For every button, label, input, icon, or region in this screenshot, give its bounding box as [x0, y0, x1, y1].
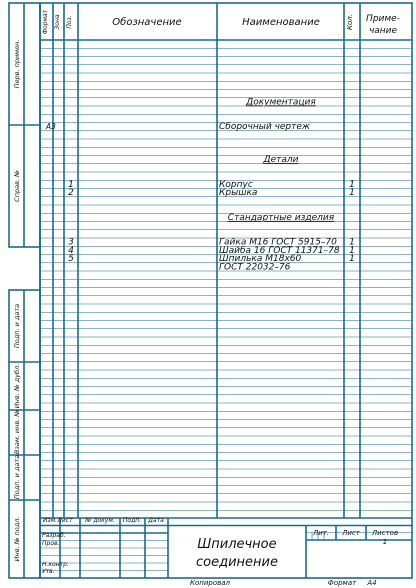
table-row — [245, 97, 316, 107]
stamp-role-nkontr: Н.контр. — [42, 561, 69, 568]
stamp-listov-label: Листов — [371, 529, 399, 537]
row-name: Гайка М16 ГОСТ 5915–70 — [219, 237, 337, 248]
header-pos: Поз. — [66, 15, 73, 29]
header-designation: Обозначение — [112, 17, 182, 28]
row-qty: 1 — [349, 179, 355, 190]
side-label: Инв. № дубл. — [13, 363, 21, 409]
row-name: Шпилька М18х60 — [219, 254, 302, 265]
row-section-heading: Стандартные изделия — [227, 212, 335, 223]
stamp-col-list: Лист — [57, 517, 73, 524]
row-qty: 1 — [349, 237, 355, 248]
row-section-heading: Детали — [263, 155, 299, 166]
row-format: А3 — [46, 122, 56, 132]
row-qty: 1 — [349, 245, 355, 256]
stamp-col-ndoc: № докум. — [85, 517, 115, 524]
stamp-col-izm: Изм. — [42, 517, 58, 524]
header-zone: Зона — [54, 14, 61, 30]
row-section-heading: Документация — [246, 97, 316, 108]
table-row — [228, 213, 335, 223]
header-note-line2: чание — [368, 26, 398, 36]
stamp-title-line1: Шпилечное — [197, 537, 277, 552]
header-name: Наименование — [242, 17, 320, 28]
row-position: 3 — [68, 237, 74, 248]
row-qty: 1 — [349, 188, 355, 199]
side-label: Подп. и дата — [13, 303, 21, 349]
stamp-role-prov: Пров. — [42, 540, 60, 547]
side-stamp-labels — [13, 40, 21, 562]
table-row — [263, 155, 299, 165]
side-label: Справ. № — [13, 170, 21, 202]
row-qty: 1 — [349, 254, 355, 265]
side-label: Взам. инв. № — [13, 409, 21, 455]
stamp-title-line2: соединение — [196, 555, 278, 570]
stamp-role-razrab: Разраб. — [42, 532, 66, 539]
stamp-listov-value: 1 — [382, 538, 388, 546]
side-label: Подп. и дата — [13, 454, 21, 500]
stamp-list-label: Лист — [342, 529, 360, 537]
header-qty: Кол. — [346, 14, 354, 30]
table-row — [219, 262, 291, 272]
footer-format-label: Формат — [327, 579, 357, 587]
row-name: Крышка — [219, 188, 258, 199]
row-name: Сборочный чертеж — [219, 122, 311, 133]
side-label: Инв. № подл. — [13, 516, 21, 562]
row-position: 2 — [68, 188, 74, 199]
row-position: 1 — [68, 179, 74, 190]
table-grid — [9, 3, 412, 578]
row-name: Шайба 16 ГОСТ 11371–78 — [219, 245, 340, 256]
stamp-col-podp: Подп. — [122, 517, 142, 524]
stamp-col-data: Дата — [148, 517, 164, 524]
row-name: Корпус — [219, 179, 253, 190]
header-note-line1: Приме- — [366, 14, 400, 24]
footer-format-value: А4 — [367, 579, 377, 587]
stamp-role-utv: Утв. — [42, 568, 55, 575]
row-name: ГОСТ 22032–76 — [219, 262, 291, 273]
row-position: 5 — [68, 254, 74, 265]
footer-copied: Копировал — [190, 579, 230, 587]
stamp-lit-label: Лит. — [312, 529, 330, 537]
row-position: 4 — [68, 245, 74, 256]
header-format: Формат — [42, 9, 49, 35]
side-label: Перв. примен. — [13, 39, 21, 89]
